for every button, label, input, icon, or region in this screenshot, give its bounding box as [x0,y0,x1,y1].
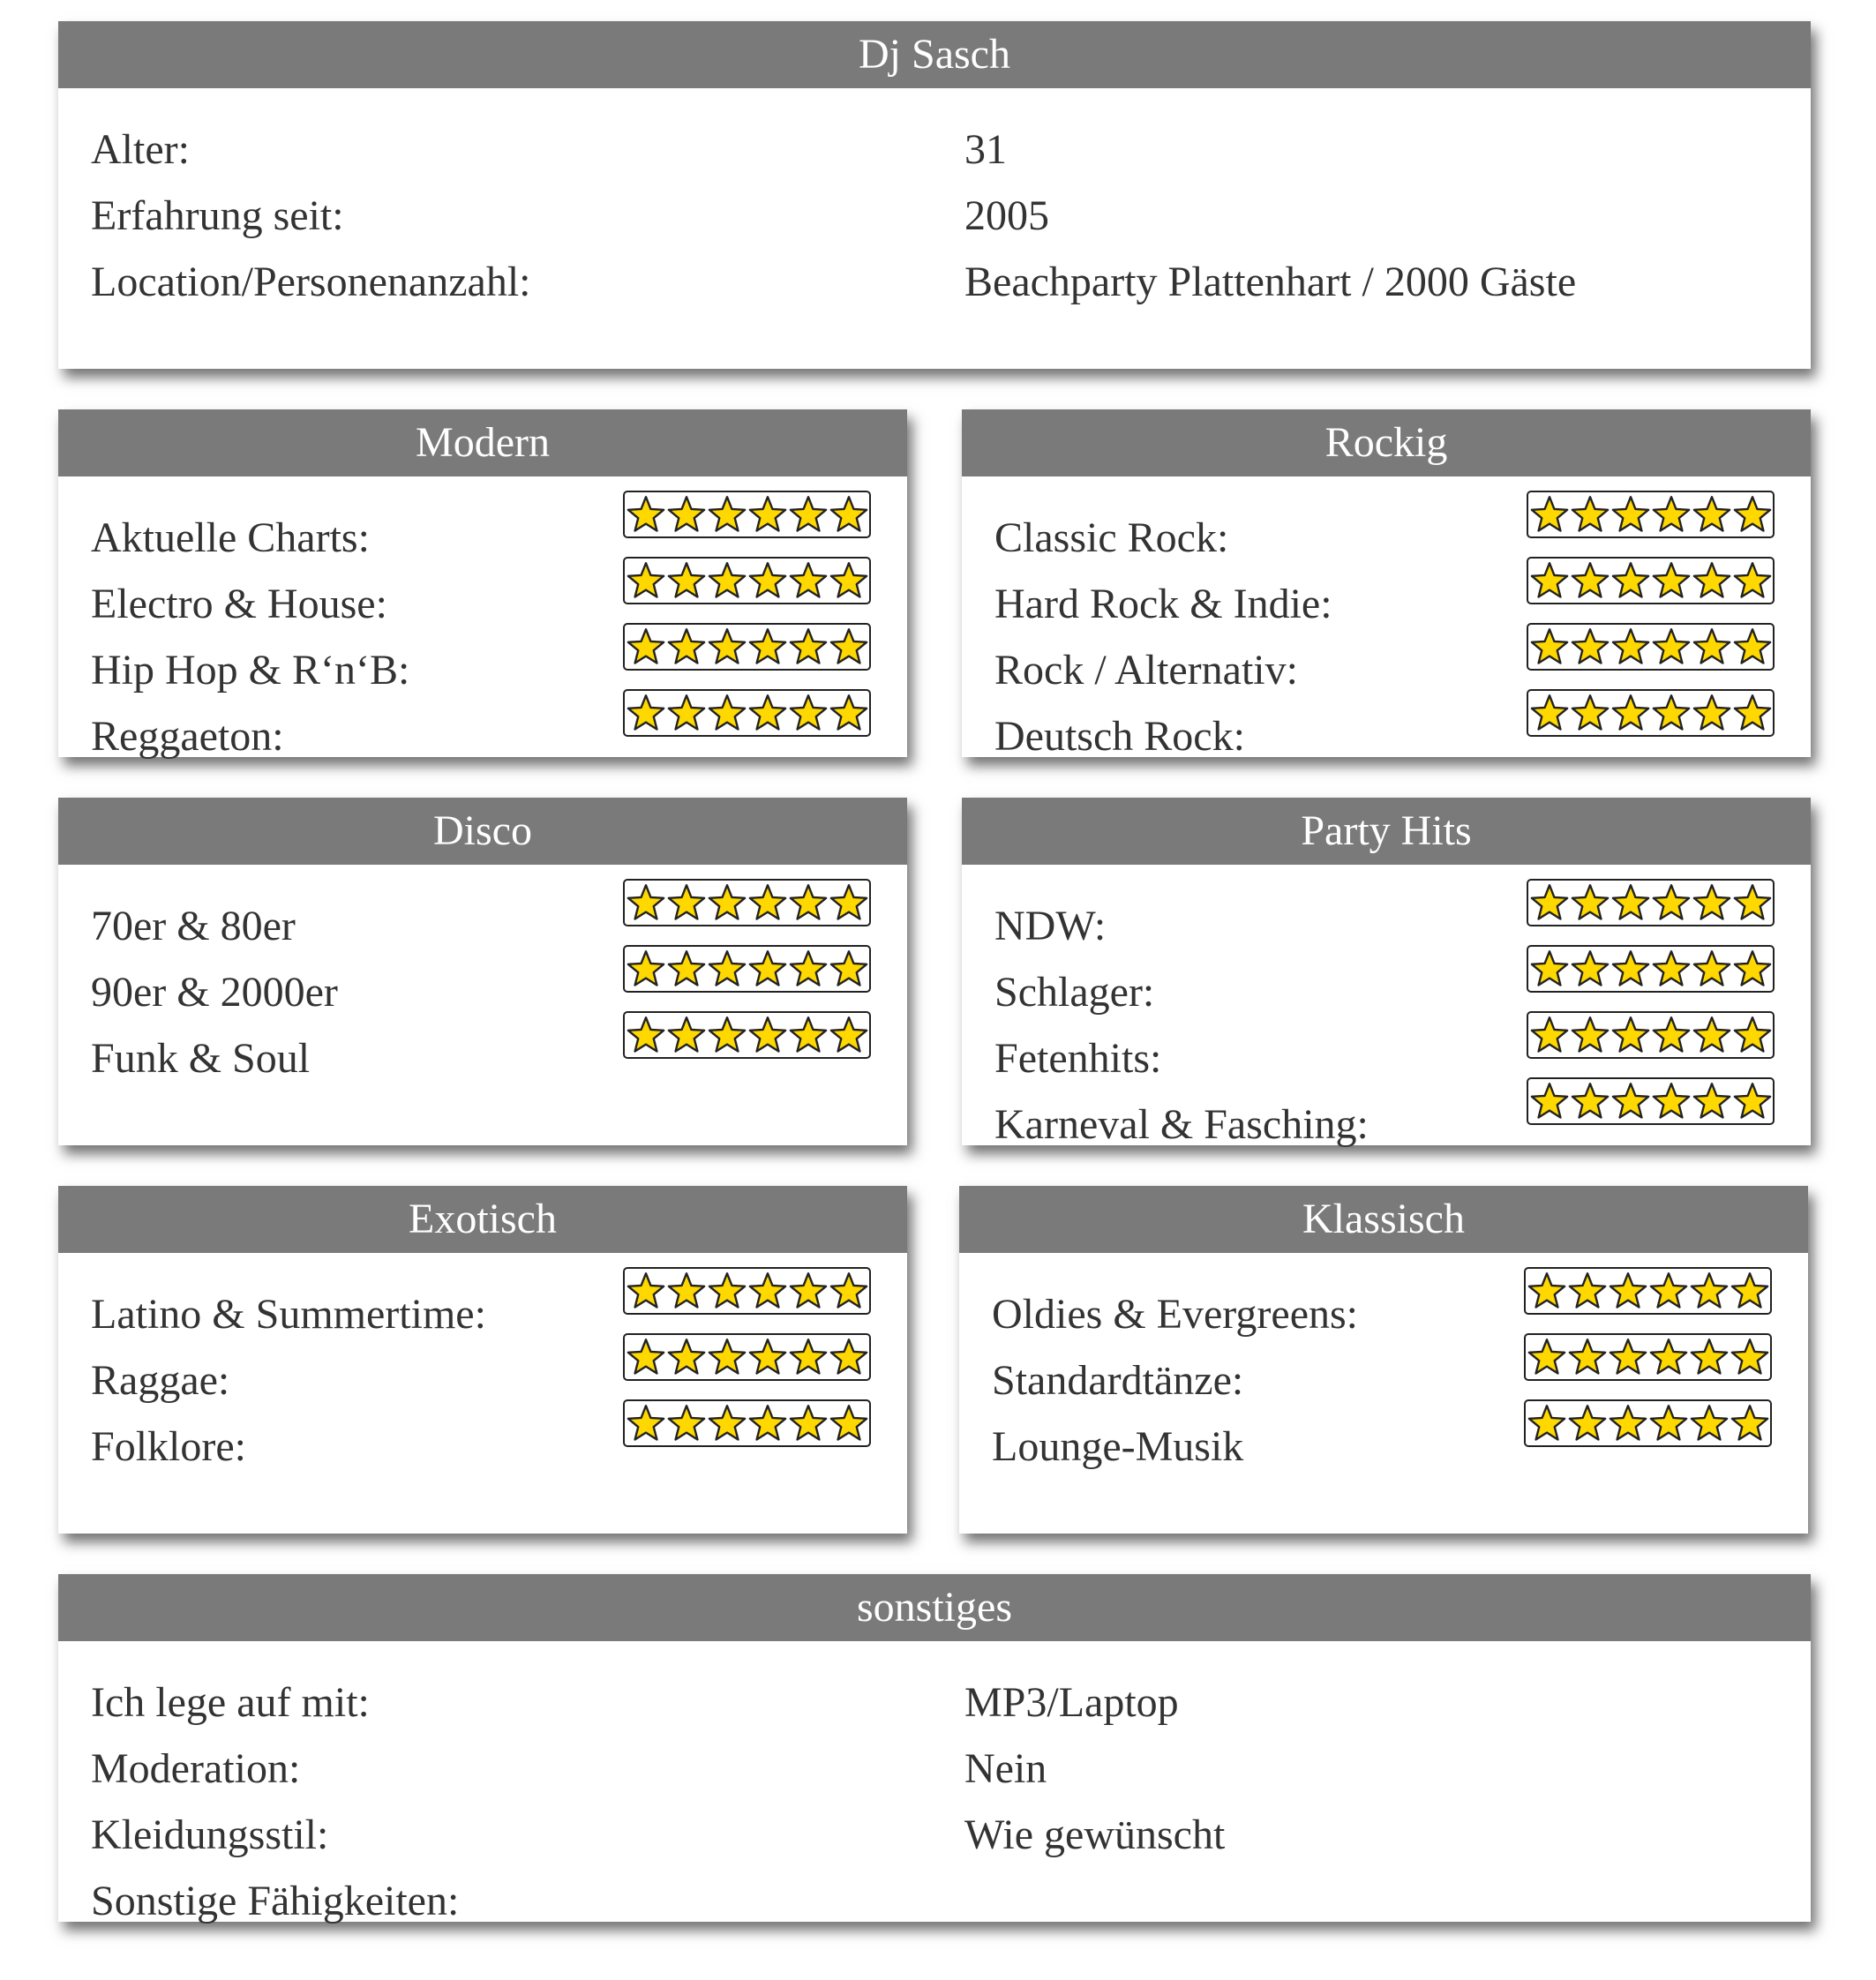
star-rating [1524,1267,1772,1315]
star-rating [1527,1011,1775,1059]
category-item-label: NDW: [994,903,1107,949]
category-title: Rockig [962,409,1811,476]
star-icon [1689,1403,1730,1444]
star-icon [626,1015,666,1055]
star-icon [666,949,707,989]
star-icon [1689,1271,1730,1311]
star-icon [1529,494,1570,535]
star-rating [623,623,871,671]
star-icon [626,560,666,601]
star-icon [626,882,666,923]
star-icon [666,1271,707,1311]
star-icon [829,1015,869,1055]
star-icon [747,949,788,989]
star-icon [1692,949,1732,989]
category-item-label: 90er & 2000er [91,969,338,1016]
category-item-label: Deutsch Rock: [994,713,1245,760]
category-item-label: Classic Rock: [994,514,1229,561]
star-icon [1570,882,1610,923]
star-icon [1692,560,1732,601]
category-item-label: Standardtänze: [992,1357,1244,1404]
star-rating [623,1399,871,1447]
star-icon [1692,1081,1732,1121]
category-item-label: Fetenhits: [994,1035,1162,1082]
star-rating [623,557,871,604]
star-icon [1610,560,1651,601]
category-item-label: Hip Hop & R‘n‘B: [91,647,410,694]
star-icon [1732,1081,1773,1121]
category-item-label: 70er & 80er [91,903,296,949]
star-icon [707,1337,747,1377]
star-rating [1524,1399,1772,1447]
star-rating [623,879,871,926]
star-icon [1692,1015,1732,1055]
profile-card [58,21,1811,369]
misc-label-other-skills: Sonstige Fähigkeiten: [91,1878,460,1924]
star-icon [707,693,747,733]
profile-value-location: Beachparty Plattenhart / 2000 Gäste [964,259,1577,305]
star-icon [1692,494,1732,535]
star-icon [1570,949,1610,989]
star-icon [788,949,829,989]
profile-value-experience: 2005 [964,192,1049,239]
star-icon [747,626,788,667]
star-icon [1689,1337,1730,1377]
misc-title: sonstiges [58,1574,1811,1641]
star-rating [1527,689,1775,737]
star-rating [623,491,871,538]
star-icon [666,560,707,601]
star-icon [1529,949,1570,989]
star-icon [747,494,788,535]
star-icon [626,1403,666,1444]
category-item-label: Karneval & Fasching: [994,1101,1369,1148]
category-item-label: Latino & Summertime: [91,1291,486,1338]
star-icon [829,693,869,733]
star-icon [1529,560,1570,601]
misc-value-equipment: MP3/Laptop [964,1679,1179,1726]
star-icon [829,882,869,923]
star-rating [1527,623,1775,671]
star-icon [1651,1015,1692,1055]
category-item-label: Oldies & Evergreens: [992,1291,1359,1338]
star-icon [1651,949,1692,989]
category-item-label: Electro & House: [91,581,387,627]
star-icon [666,494,707,535]
star-rating [1527,557,1775,604]
star-icon [788,882,829,923]
star-icon [1651,1081,1692,1121]
star-icon [788,626,829,667]
star-icon [1567,1337,1608,1377]
category-item-label: Hard Rock & Indie: [994,581,1332,627]
profile-label-age: Alter: [91,126,190,173]
category-card-rockig [962,409,1811,760]
star-rating [1527,1077,1775,1125]
misc-label-dress-code: Kleidungsstil: [91,1811,329,1858]
star-icon [1648,1337,1689,1377]
star-icon [707,626,747,667]
category-item-label: Raggae: [91,1357,230,1404]
category-item-label: Rock / Alternativ: [994,647,1298,694]
category-item-label: Lounge-Musik [992,1423,1244,1470]
star-icon [747,1271,788,1311]
star-icon [1651,882,1692,923]
star-icon [626,1337,666,1377]
star-icon [1570,1081,1610,1121]
star-icon [788,1015,829,1055]
misc-card [58,1574,1811,1922]
star-icon [1570,1015,1610,1055]
star-icon [1692,882,1732,923]
star-rating [623,945,871,993]
star-icon [1610,626,1651,667]
profile-label-experience: Erfahrung seit: [91,192,344,239]
star-icon [707,1015,747,1055]
star-icon [1610,949,1651,989]
category-item-label: Folklore: [91,1423,246,1470]
star-icon [666,882,707,923]
misc-value-dress-code: Wie gewünscht [964,1811,1226,1858]
star-icon [666,1403,707,1444]
star-icon [1651,693,1692,733]
star-icon [829,949,869,989]
star-icon [626,693,666,733]
star-icon [1570,693,1610,733]
star-icon [1527,1337,1567,1377]
category-title: Party Hits [962,798,1811,865]
star-icon [666,1337,707,1377]
star-icon [829,560,869,601]
misc-value-moderation: Nein [964,1745,1047,1792]
star-icon [1529,882,1570,923]
star-icon [1570,494,1610,535]
star-rating [1527,879,1775,926]
star-rating [623,1333,871,1381]
star-icon [1730,1403,1770,1444]
star-icon [707,1403,747,1444]
star-icon [666,1015,707,1055]
star-icon [666,693,707,733]
star-rating [623,689,871,737]
profile-value-age: 31 [964,126,1007,173]
category-item-label: Reggaeton: [91,713,284,760]
star-icon [1648,1271,1689,1311]
star-icon [1648,1403,1689,1444]
star-icon [747,1337,788,1377]
star-icon [707,949,747,989]
star-icon [1732,949,1773,989]
category-title: Klassisch [959,1186,1808,1253]
misc-label-equipment: Ich lege auf mit: [91,1679,370,1726]
star-icon [1692,693,1732,733]
category-item-label: Schlager: [994,969,1155,1016]
star-icon [788,494,829,535]
star-icon [666,626,707,667]
star-icon [1610,1015,1651,1055]
star-icon [626,949,666,989]
star-icon [788,1337,829,1377]
star-icon [829,1271,869,1311]
star-icon [707,882,747,923]
star-icon [1732,1015,1773,1055]
star-icon [829,1337,869,1377]
star-icon [1730,1271,1770,1311]
star-icon [707,494,747,535]
category-card-disco [58,798,907,1145]
star-rating [1527,945,1775,993]
star-rating [1524,1333,1772,1381]
star-rating [1527,491,1775,538]
category-item-label: Funk & Soul [91,1035,311,1082]
star-icon [829,1403,869,1444]
star-icon [1608,1271,1648,1311]
star-icon [1527,1403,1567,1444]
star-icon [1732,560,1773,601]
star-icon [1529,626,1570,667]
star-icon [1567,1271,1608,1311]
star-icon [1732,626,1773,667]
star-icon [747,560,788,601]
star-icon [1527,1271,1567,1311]
star-icon [788,560,829,601]
category-card-exotisch [58,1186,907,1534]
star-icon [747,1403,788,1444]
star-icon [1732,693,1773,733]
star-icon [1570,626,1610,667]
star-icon [1732,494,1773,535]
star-icon [829,626,869,667]
star-icon [1608,1337,1648,1377]
category-item-label: Aktuelle Charts: [91,514,370,561]
star-icon [1610,1081,1651,1121]
star-icon [1730,1337,1770,1377]
star-icon [1529,693,1570,733]
star-icon [747,693,788,733]
star-icon [1570,560,1610,601]
star-icon [1529,1015,1570,1055]
star-icon [1608,1403,1648,1444]
star-icon [788,1403,829,1444]
star-icon [788,693,829,733]
star-icon [1651,560,1692,601]
star-icon [707,1271,747,1311]
star-icon [1567,1403,1608,1444]
star-icon [626,1271,666,1311]
category-title: Disco [58,798,907,865]
star-rating [623,1011,871,1059]
star-icon [747,1015,788,1055]
star-icon [788,1271,829,1311]
star-icon [1529,1081,1570,1121]
star-rating [623,1267,871,1315]
star-icon [707,560,747,601]
profile-title: Dj Sasch [58,21,1811,88]
category-card-klassisch [959,1186,1808,1534]
star-icon [1610,494,1651,535]
profile-label-location: Location/Personenanzahl: [91,259,531,305]
category-card-party-hits [962,798,1811,1148]
star-icon [747,882,788,923]
star-icon [1651,626,1692,667]
star-icon [1732,882,1773,923]
star-icon [1610,882,1651,923]
star-icon [1651,494,1692,535]
category-title: Exotisch [58,1186,907,1253]
category-card-modern [58,409,907,760]
star-icon [829,494,869,535]
star-icon [1692,626,1732,667]
category-title: Modern [58,409,907,476]
star-icon [1610,693,1651,733]
star-icon [626,626,666,667]
star-icon [626,494,666,535]
misc-label-moderation: Moderation: [91,1745,301,1792]
